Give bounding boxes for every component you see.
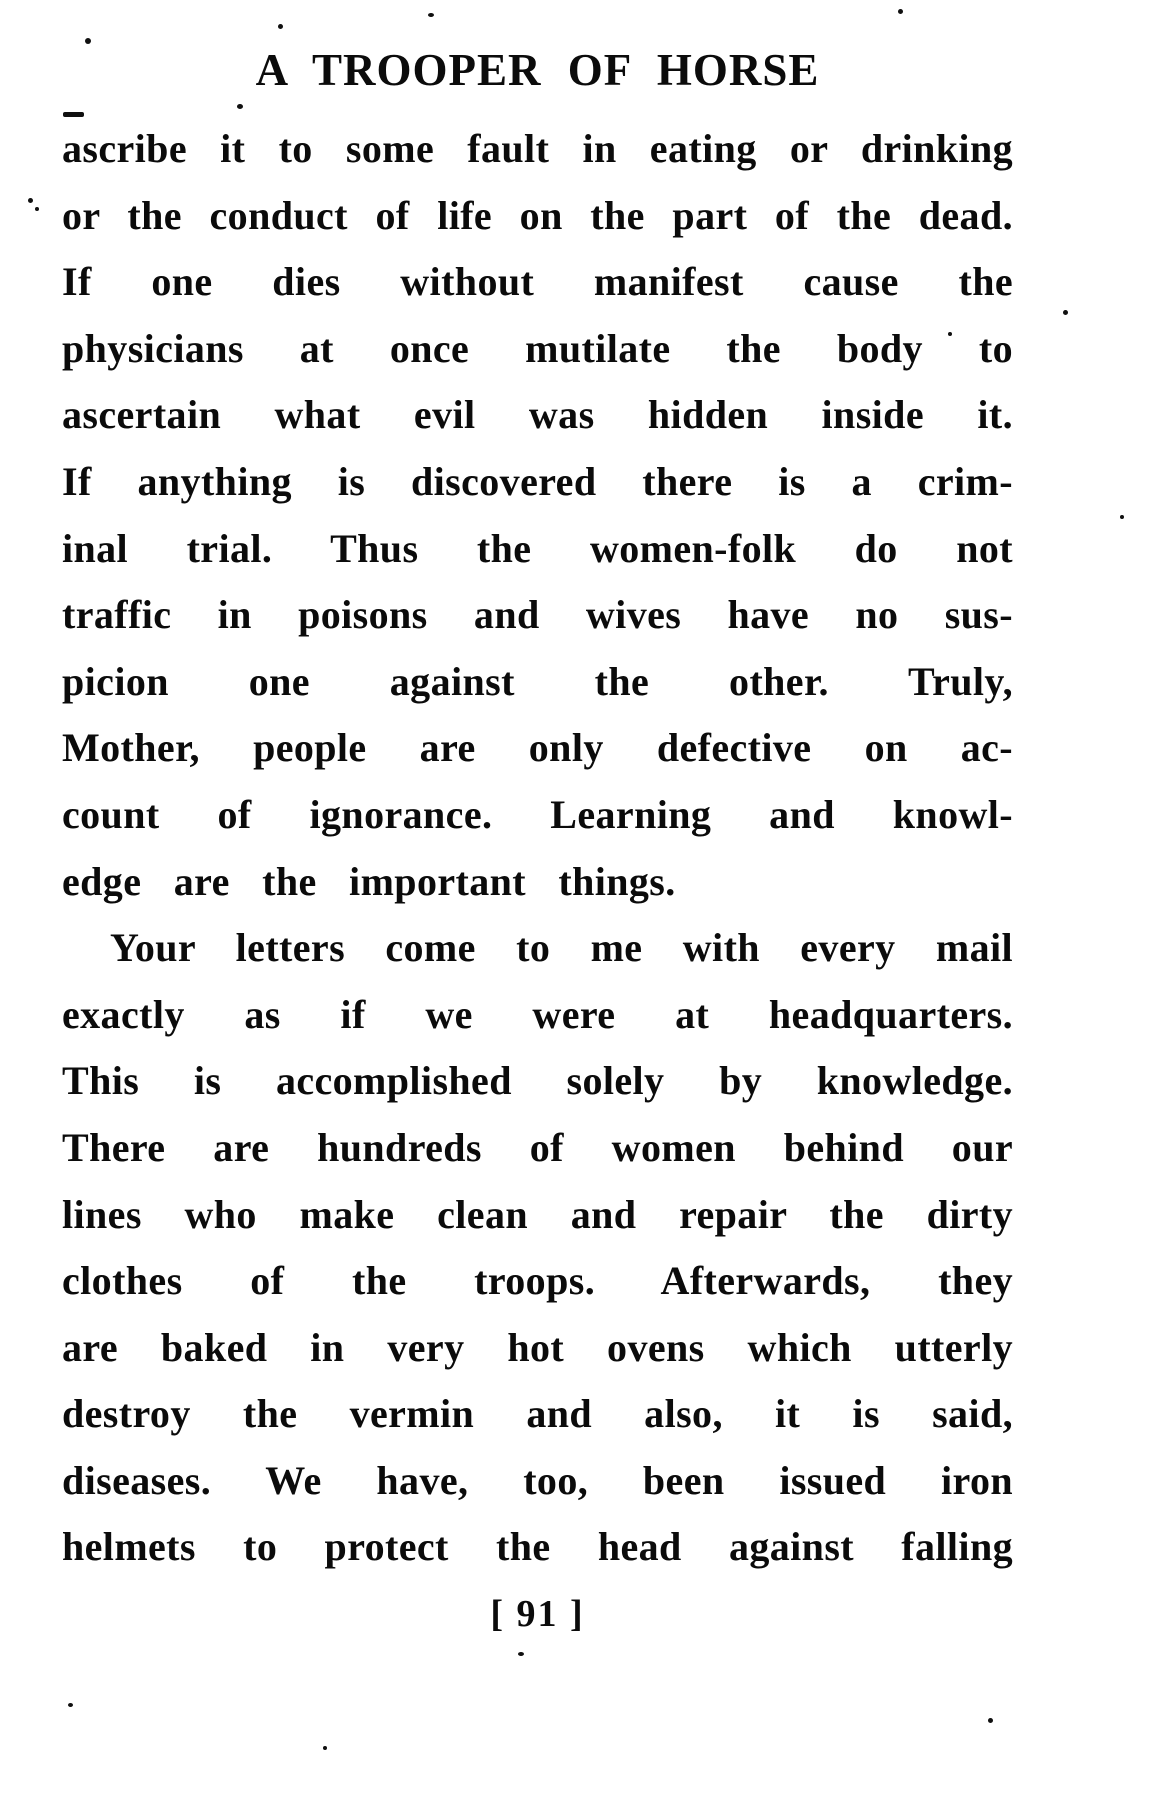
text-line: picion one against the other. Truly, xyxy=(62,658,1013,704)
scan-speck xyxy=(28,198,33,203)
text-line: ascribe it to some fault in eating or drinking xyxy=(62,126,1013,171)
text-line: are baked in very hot ovens which utterly xyxy=(62,1324,1013,1370)
text-line: Mother, people are only defective on ac- xyxy=(62,725,1013,771)
text-line: There are hundreds of women behind our xyxy=(62,1124,1013,1170)
scan-speck xyxy=(518,1652,524,1656)
page-number: [ 91 ] xyxy=(490,1593,585,1636)
text-line: Your letters come to me with every mail xyxy=(110,925,1013,971)
scan-speck xyxy=(35,207,39,211)
text-line: edge are the important things. xyxy=(62,858,676,904)
body-text xyxy=(62,116,1013,1581)
page-title: A TROOPER OF HORSE xyxy=(255,45,820,95)
text-line: If one dies without manifest cause the xyxy=(62,259,1013,305)
text-line: destroy the vermin and also, it is said, xyxy=(62,1391,1013,1437)
text-line: This is accomplished solely by knowledge. xyxy=(62,1058,1013,1104)
text-line: or the conduct of life on the part of the dead. xyxy=(62,192,1013,238)
text-line: If anything is discovered there is a crim- xyxy=(62,458,1013,504)
text-line: traffic in poisons and wives have no sus- xyxy=(62,592,1013,638)
text-line: diseases. We have, too, been issued iron xyxy=(62,1457,1013,1503)
text-line: ascertain what evil was hidden inside it. xyxy=(62,392,1013,438)
text-line: lines who make clean and repair the dirty xyxy=(62,1191,1013,1237)
text-line: helmets to protect the head against falling xyxy=(62,1524,1013,1570)
text-line: inal trial. Thus the women-folk do not xyxy=(62,525,1013,571)
scan-speck xyxy=(1120,515,1124,519)
text-line: clothes of the troops. Afterwards, they xyxy=(62,1258,1013,1304)
scan-speck xyxy=(68,1703,73,1707)
scan-speck xyxy=(988,1718,993,1723)
text-line: count of ignorance. Learning and knowl- xyxy=(62,791,1013,837)
text-line: physicians at once mutilate the body to xyxy=(62,325,1013,371)
scan-speck xyxy=(1063,310,1068,315)
text-line: exactly as if we were at headquarters. xyxy=(62,991,1013,1037)
text-column xyxy=(62,0,1013,1641)
scan-speck xyxy=(323,1746,327,1750)
